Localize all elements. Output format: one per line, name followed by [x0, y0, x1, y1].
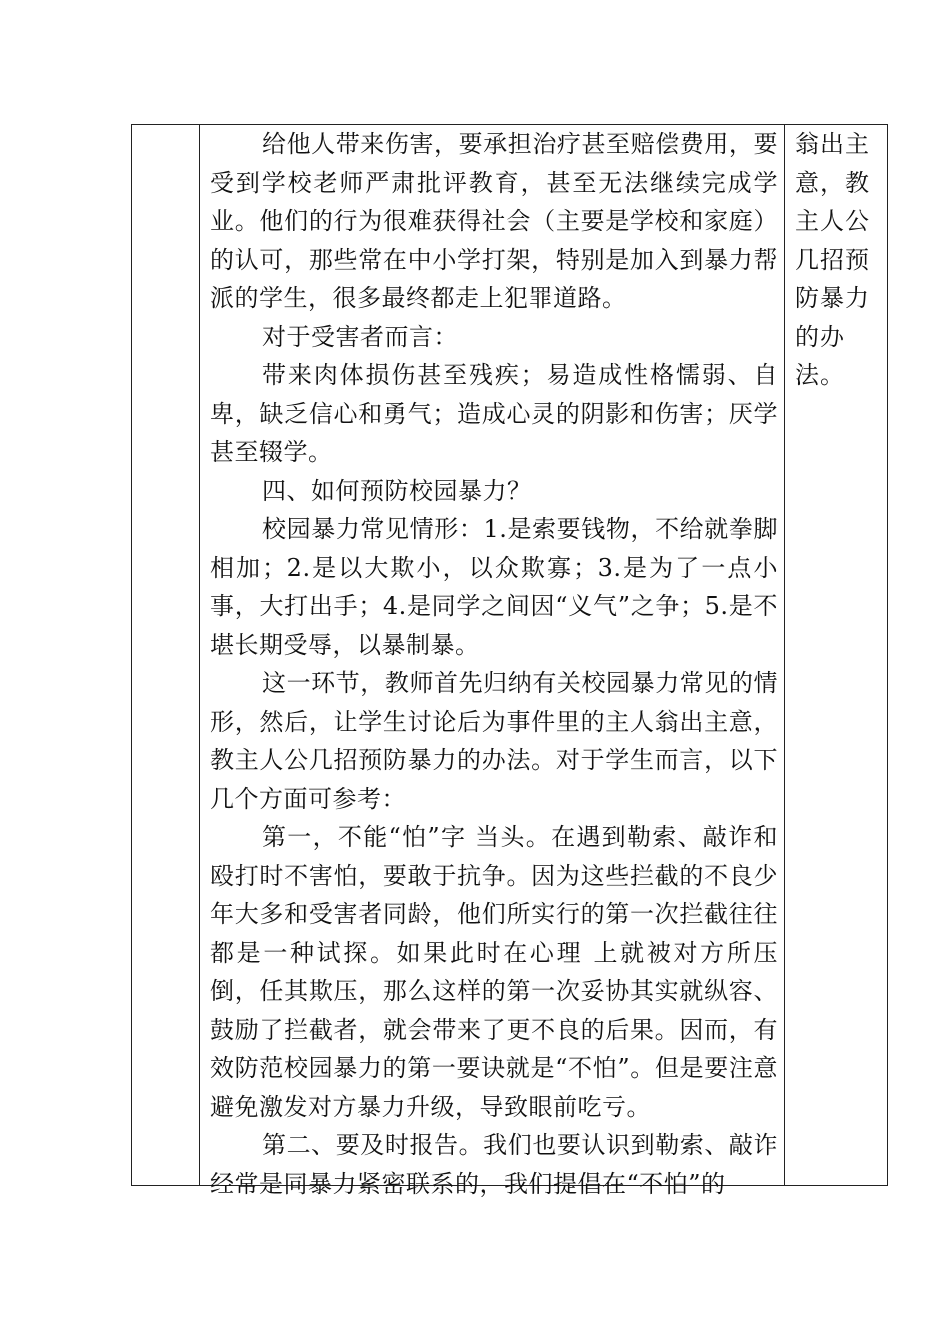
column-divider: [784, 125, 785, 1185]
paragraph: 校园暴力常见情形：1.是索要钱物，不给就拳脚相加；2.是以大欺小，以众欺寡；3.是为了一点小事，大打出手；4.是同学之间因“义气”之争；5.是不堪长期受辱，以暴制暴。: [210, 515, 778, 659]
side-line: 主人公: [795, 207, 870, 235]
paragraph: 带来肉体损伤甚至残疾；易造成性格懦弱、自卑，缺乏信心和勇气；造成心灵的阴影和伤害；厌学甚至辍学。: [210, 361, 778, 466]
side-line: 意，教: [795, 168, 870, 197]
column-divider: [199, 125, 200, 1185]
side-line: 几招预: [795, 245, 870, 274]
design-intent-cell: [795, 125, 881, 395]
paragraph: 第一，不能“怕”字 当头。在遇到勒索、敲诈和殴打时不害怕，要敢于抗争。因为这些拦截的不良少年大多和受害者同龄，他们所实行的第一次拦截往往都是一种试探。如果此时在心理 上就被对方所压倒，任其欺压，那么这样的第一次妥协其实就纵容、鼓励了拦截者，就会带来了更不良的后果。因而，有效防范校园暴力的第一要诀就是“不怕”。但是要注意避免激发对方暴力升级，导致眼前吃亏。: [210, 823, 778, 1121]
section-heading: 四、如何预防校园暴力？: [262, 476, 532, 505]
side-line: 防暴力: [795, 284, 870, 312]
lesson-content-cell: [210, 125, 778, 1203]
side-line: 的办: [795, 322, 845, 351]
side-line: 法。: [795, 361, 845, 389]
paragraph: 这一环节，教师首先归纳有关校园暴力常见的情形，然后，让学生讨论后为事件里的主人翁出主意，教主人公几招预防暴力的办法。对于学生而言，以下几个方面可参考：: [210, 669, 778, 813]
paragraph: 给他人带来伤害，要承担治疗甚至赔偿费用，要受到学校老师严肃批评教育，甚至无法继续完成学业。他们的行为很难获得社会（主要是学校和家庭）的认可，那些常在中小学打架，特别是加入到暴力帮派的学生，很多最终都走上犯罪道路。: [210, 130, 778, 312]
paragraph: 第二、要及时报告。我们也要认识到勒索、敲诈经常是同暴力紧密联系的，我们提倡在“不怕”的: [210, 1131, 778, 1198]
side-line: 翁出主: [795, 130, 870, 158]
lesson-plan-table: [131, 124, 888, 1198]
paragraph: 对于受害者而言：: [262, 322, 458, 351]
